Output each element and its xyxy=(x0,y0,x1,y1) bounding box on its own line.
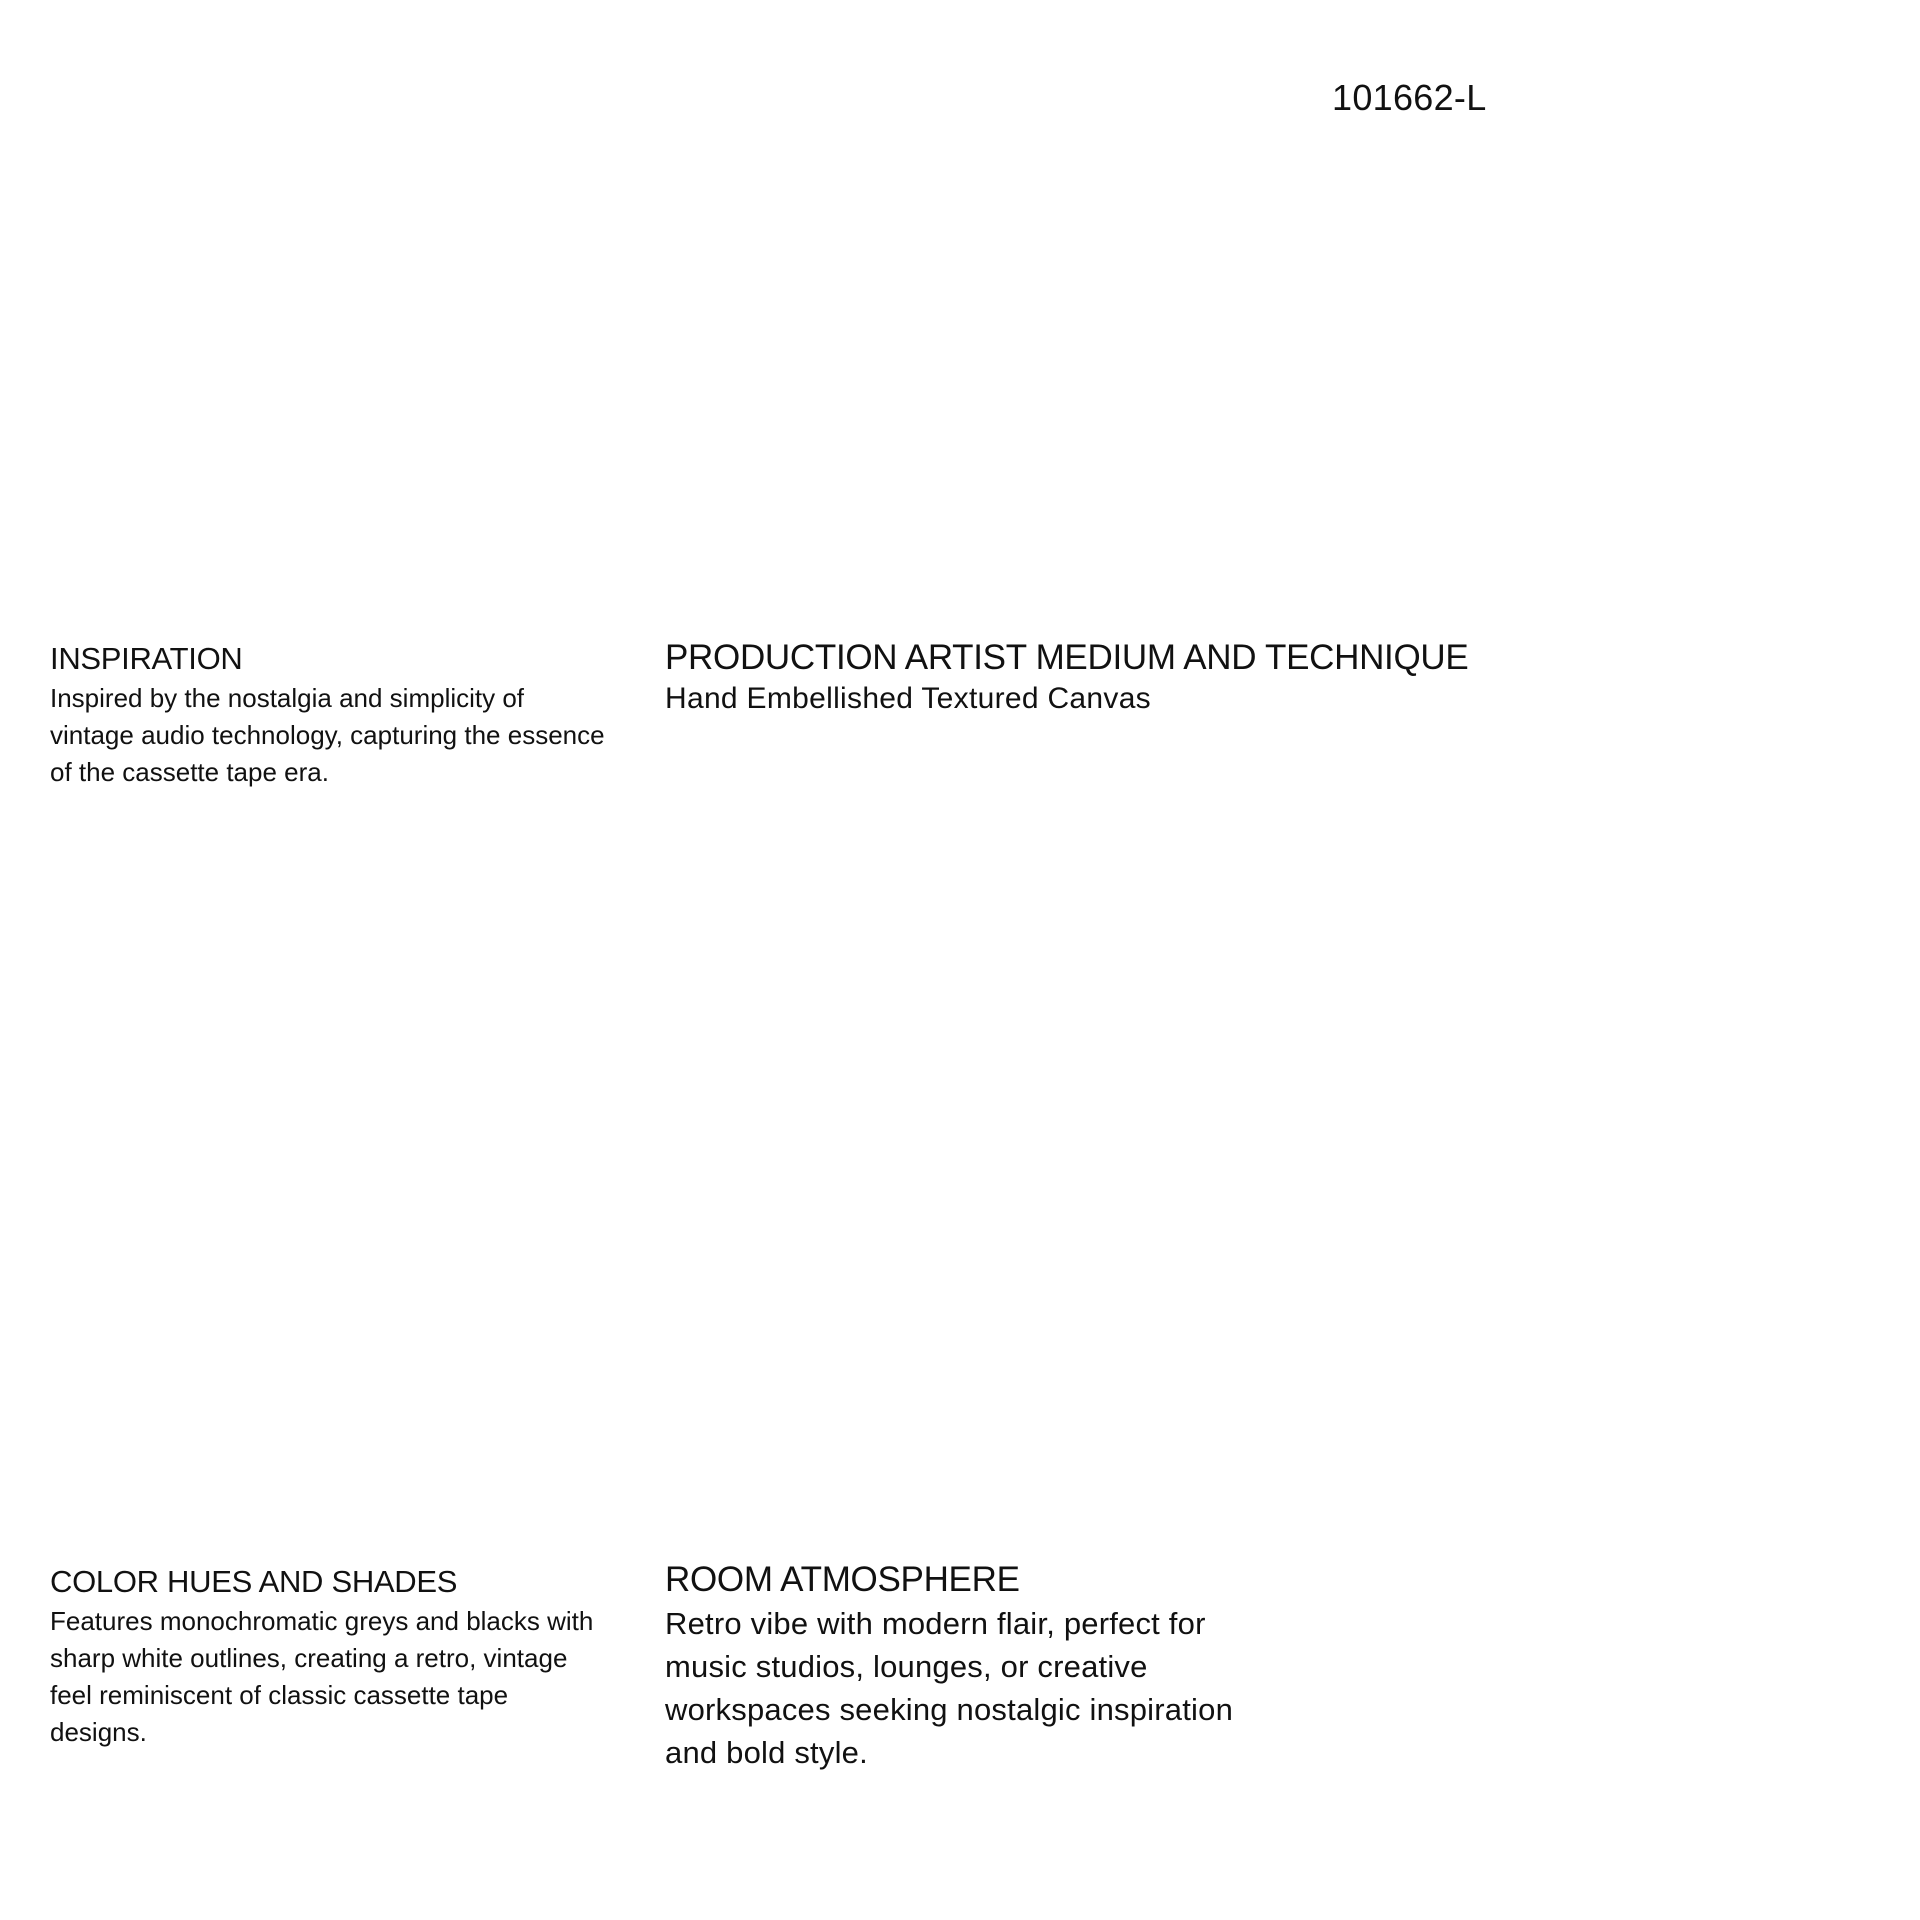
inspiration-section xyxy=(50,638,610,791)
room-atmosphere-section xyxy=(665,1558,1255,1774)
production-heading: PRODUCTION ARTIST MEDIUM AND TECHNIQUE xyxy=(665,638,1469,677)
product-code: 101662-L xyxy=(1332,77,1487,118)
room-atmosphere-heading: ROOM ATMOSPHERE xyxy=(665,1560,1020,1599)
room-atmosphere-text: Retro vibe with modern flair, perfect for music studios, lounges, or creative workspaces seeking nostalgic inspiration and bold style. xyxy=(665,1606,1234,1770)
production-text: Hand Embellished Textured Canvas xyxy=(665,682,1151,715)
color-hues-section xyxy=(50,1561,610,1751)
production-section xyxy=(665,636,1565,718)
inspiration-text: Inspired by the nostalgia and simplicity of vintage audio technology, capturing the essence of the cassette tape era. xyxy=(50,683,605,787)
color-hues-text: Features monochromatic greys and blacks with sharp white outlines, creating a retro, vintage feel reminiscent of classic cassette tape designs. xyxy=(50,1606,594,1747)
color-hues-heading: COLOR HUES AND SHADES xyxy=(50,1564,458,1599)
inspiration-heading: INSPIRATION xyxy=(50,641,243,676)
